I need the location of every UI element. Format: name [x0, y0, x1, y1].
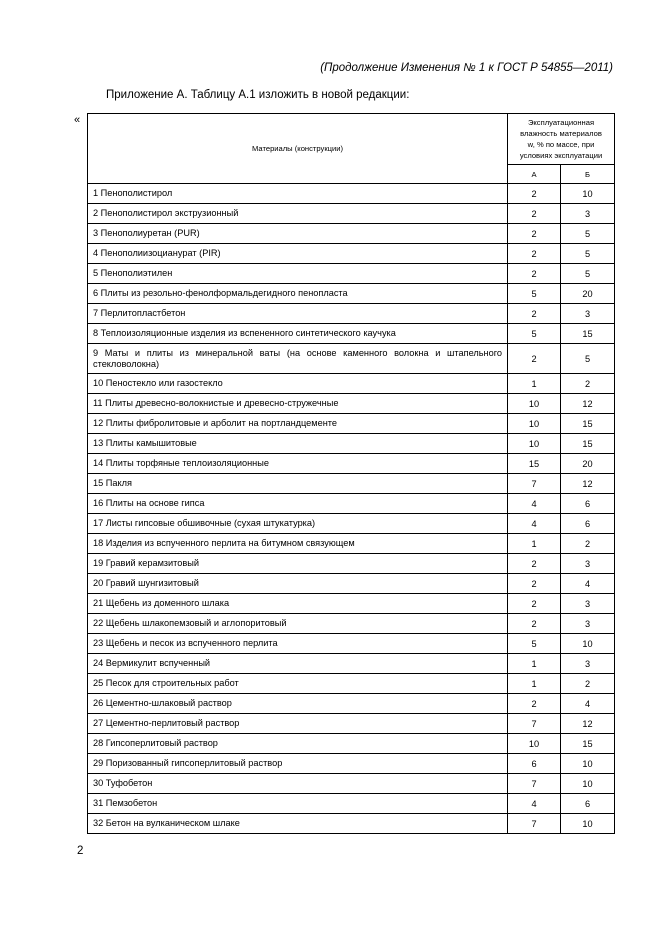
material-cell: 22 Щебень шлакопемзовый и аглопоритовый	[88, 614, 508, 634]
material-cell: 10 Пеностекло или газостекло	[88, 374, 508, 394]
humidity-a-cell: 1	[508, 674, 561, 694]
table-row	[88, 674, 615, 694]
table-row	[88, 634, 615, 654]
humidity-a-cell: 2	[508, 574, 561, 594]
humidity-a-cell: 10	[508, 734, 561, 754]
amendment-header-note: (Продолжение Изменения № 1 к ГОСТ Р 54855—2011)	[320, 62, 613, 74]
table-row	[88, 594, 615, 614]
humidity-a-cell: 5	[508, 634, 561, 654]
moisture-table	[87, 113, 615, 834]
material-cell: 5 Пенополиэтилен	[88, 264, 508, 284]
table-row	[88, 614, 615, 634]
material-cell: 28 Гипсоперлитовый раствор	[88, 734, 508, 754]
humidity-b-cell: 2	[561, 674, 615, 694]
humidity-b-cell: 12	[561, 714, 615, 734]
humidity-a-cell: 7	[508, 774, 561, 794]
humidity-a-cell: 2	[508, 204, 561, 224]
table-row	[88, 494, 615, 514]
humidity-a-cell: 10	[508, 434, 561, 454]
humidity-a-cell: 4	[508, 794, 561, 814]
material-cell: 11 Плиты древесно-волокнистые и древесно-стружечные	[88, 394, 508, 414]
table-row	[88, 434, 615, 454]
intro-paragraph: Приложение А. Таблицу А.1 изложить в новой редакции:	[106, 89, 410, 101]
humidity-a-cell: 7	[508, 814, 561, 834]
humidity-a-cell: 7	[508, 474, 561, 494]
humidity-b-cell: 6	[561, 514, 615, 534]
table-row	[88, 224, 615, 244]
humidity-a-cell: 2	[508, 244, 561, 264]
table-row	[88, 694, 615, 714]
table-row	[88, 514, 615, 534]
material-cell: 21 Щебень из доменного шлака	[88, 594, 508, 614]
material-cell: 25 Песок для строительных работ	[88, 674, 508, 694]
humidity-b-cell: 10	[561, 774, 615, 794]
material-cell: 24 Вермикулит вспученный	[88, 654, 508, 674]
humidity-a-cell: 10	[508, 414, 561, 434]
table-row	[88, 574, 615, 594]
humidity-b-cell: 3	[561, 654, 615, 674]
materials-column-header: Материалы (конструкции)	[88, 114, 508, 184]
table-row	[88, 814, 615, 834]
table-row	[88, 204, 615, 224]
table-row	[88, 344, 615, 374]
humidity-b-cell: 3	[561, 614, 615, 634]
humidity-a-cell: 2	[508, 694, 561, 714]
humidity-b-cell: 3	[561, 554, 615, 574]
humidity-b-cell: 4	[561, 694, 615, 714]
material-cell: 12 Плиты фибролитовые и арболит на портландцементе	[88, 414, 508, 434]
humidity-a-cell: 2	[508, 224, 561, 244]
table-row	[88, 414, 615, 434]
table-row	[88, 734, 615, 754]
humidity-b-cell: 15	[561, 434, 615, 454]
humidity-b-cell: 5	[561, 224, 615, 244]
condition-b-header: Б	[561, 165, 615, 184]
material-cell: 14 Плиты торфяные теплоизоляционные	[88, 454, 508, 474]
material-cell: 9 Маты и плиты из минеральной ваты (на основе каменного волокна и штапельного стекловолокна)	[88, 344, 508, 374]
table-row	[88, 304, 615, 324]
material-cell: 4 Пенополиизоцианурат (PIR)	[88, 244, 508, 264]
table-row	[88, 284, 615, 304]
humidity-a-cell: 5	[508, 284, 561, 304]
humidity-header-line: w, % по массе, при	[527, 140, 595, 149]
humidity-header-line: условиях эксплуатации	[519, 151, 603, 160]
humidity-a-cell: 2	[508, 554, 561, 574]
humidity-a-cell: 6	[508, 754, 561, 774]
humidity-b-cell: 12	[561, 474, 615, 494]
material-cell: 8 Теплоизоляционные изделия из вспененного синтетического каучука	[88, 324, 508, 344]
humidity-a-cell: 2	[508, 614, 561, 634]
material-cell: 2 Пенополистирол экструзионный	[88, 204, 508, 224]
humidity-a-cell: 2	[508, 184, 561, 204]
table-row	[88, 654, 615, 674]
humidity-b-cell: 5	[561, 264, 615, 284]
humidity-b-cell: 15	[561, 414, 615, 434]
table-row	[88, 554, 615, 574]
humidity-b-cell: 3	[561, 304, 615, 324]
table-row	[88, 264, 615, 284]
humidity-b-cell: 5	[561, 344, 615, 374]
table-row	[88, 374, 615, 394]
humidity-b-cell: 5	[561, 244, 615, 264]
material-cell: 26 Цементно-шлаковый раствор	[88, 694, 508, 714]
humidity-column-header	[508, 114, 615, 165]
humidity-b-cell: 10	[561, 184, 615, 204]
humidity-b-cell: 3	[561, 204, 615, 224]
humidity-a-cell: 2	[508, 594, 561, 614]
humidity-a-cell: 15	[508, 454, 561, 474]
humidity-b-cell: 10	[561, 814, 615, 834]
material-cell: 23 Щебень и песок из вспученного перлита	[88, 634, 508, 654]
humidity-a-cell: 1	[508, 374, 561, 394]
table-row	[88, 794, 615, 814]
material-cell: 3 Пенополиуретан (PUR)	[88, 224, 508, 244]
material-cell: 6 Плиты из резольно-фенолформальдегидного пенопласта	[88, 284, 508, 304]
humidity-a-cell: 2	[508, 264, 561, 284]
humidity-b-cell: 6	[561, 494, 615, 514]
material-cell: 17 Листы гипсовые обшивочные (сухая штукатурка)	[88, 514, 508, 534]
material-cell: 7 Перлитопластбетон	[88, 304, 508, 324]
humidity-a-cell: 1	[508, 654, 561, 674]
condition-a-header: А	[508, 165, 561, 184]
table-row	[88, 774, 615, 794]
humidity-a-cell: 5	[508, 324, 561, 344]
humidity-a-cell: 10	[508, 394, 561, 414]
humidity-a-cell: 2	[508, 304, 561, 324]
material-cell: 20 Гравий шунгизитовый	[88, 574, 508, 594]
table-row	[88, 454, 615, 474]
humidity-a-cell: 4	[508, 514, 561, 534]
humidity-b-cell: 12	[561, 394, 615, 414]
table-row	[88, 474, 615, 494]
material-cell: 16 Плиты на основе гипса	[88, 494, 508, 514]
humidity-a-cell: 4	[508, 494, 561, 514]
humidity-b-cell: 2	[561, 374, 615, 394]
table-row	[88, 184, 615, 204]
open-quote-mark: «	[74, 114, 81, 126]
humidity-b-cell: 4	[561, 574, 615, 594]
material-cell: 19 Гравий керамзитовый	[88, 554, 508, 574]
humidity-b-cell: 2	[561, 534, 615, 554]
material-cell: 27 Цементно-перлитовый раствор	[88, 714, 508, 734]
humidity-b-cell: 3	[561, 594, 615, 614]
material-cell: 32 Бетон на вулканическом шлаке	[88, 814, 508, 834]
material-cell: 30 Туфобетон	[88, 774, 508, 794]
humidity-b-cell: 10	[561, 634, 615, 654]
table-row	[88, 534, 615, 554]
page-number: 2	[77, 845, 84, 857]
table-row	[88, 244, 615, 264]
humidity-b-cell: 6	[561, 794, 615, 814]
humidity-a-cell: 2	[508, 344, 561, 374]
table-row	[88, 714, 615, 734]
material-cell: 29 Поризованный гипсоперлитовый раствор	[88, 754, 508, 774]
table-row	[88, 324, 615, 344]
table-row	[88, 394, 615, 414]
humidity-a-cell: 1	[508, 534, 561, 554]
humidity-b-cell: 15	[561, 734, 615, 754]
material-cell: 1 Пенополистирол	[88, 184, 508, 204]
humidity-b-cell: 20	[561, 454, 615, 474]
material-cell: 15 Пакля	[88, 474, 508, 494]
material-cell: 13 Плиты камышитовые	[88, 434, 508, 454]
material-cell: 18 Изделия из вспученного перлита на битумном связующем	[88, 534, 508, 554]
humidity-header-line: влажность материалов	[520, 129, 602, 138]
humidity-b-cell: 15	[561, 324, 615, 344]
humidity-a-cell: 7	[508, 714, 561, 734]
humidity-b-cell: 10	[561, 754, 615, 774]
humidity-header-line: Эксплуатационная	[527, 118, 595, 127]
material-cell: 31 Пемзобетон	[88, 794, 508, 814]
table-row	[88, 754, 615, 774]
humidity-b-cell: 20	[561, 284, 615, 304]
